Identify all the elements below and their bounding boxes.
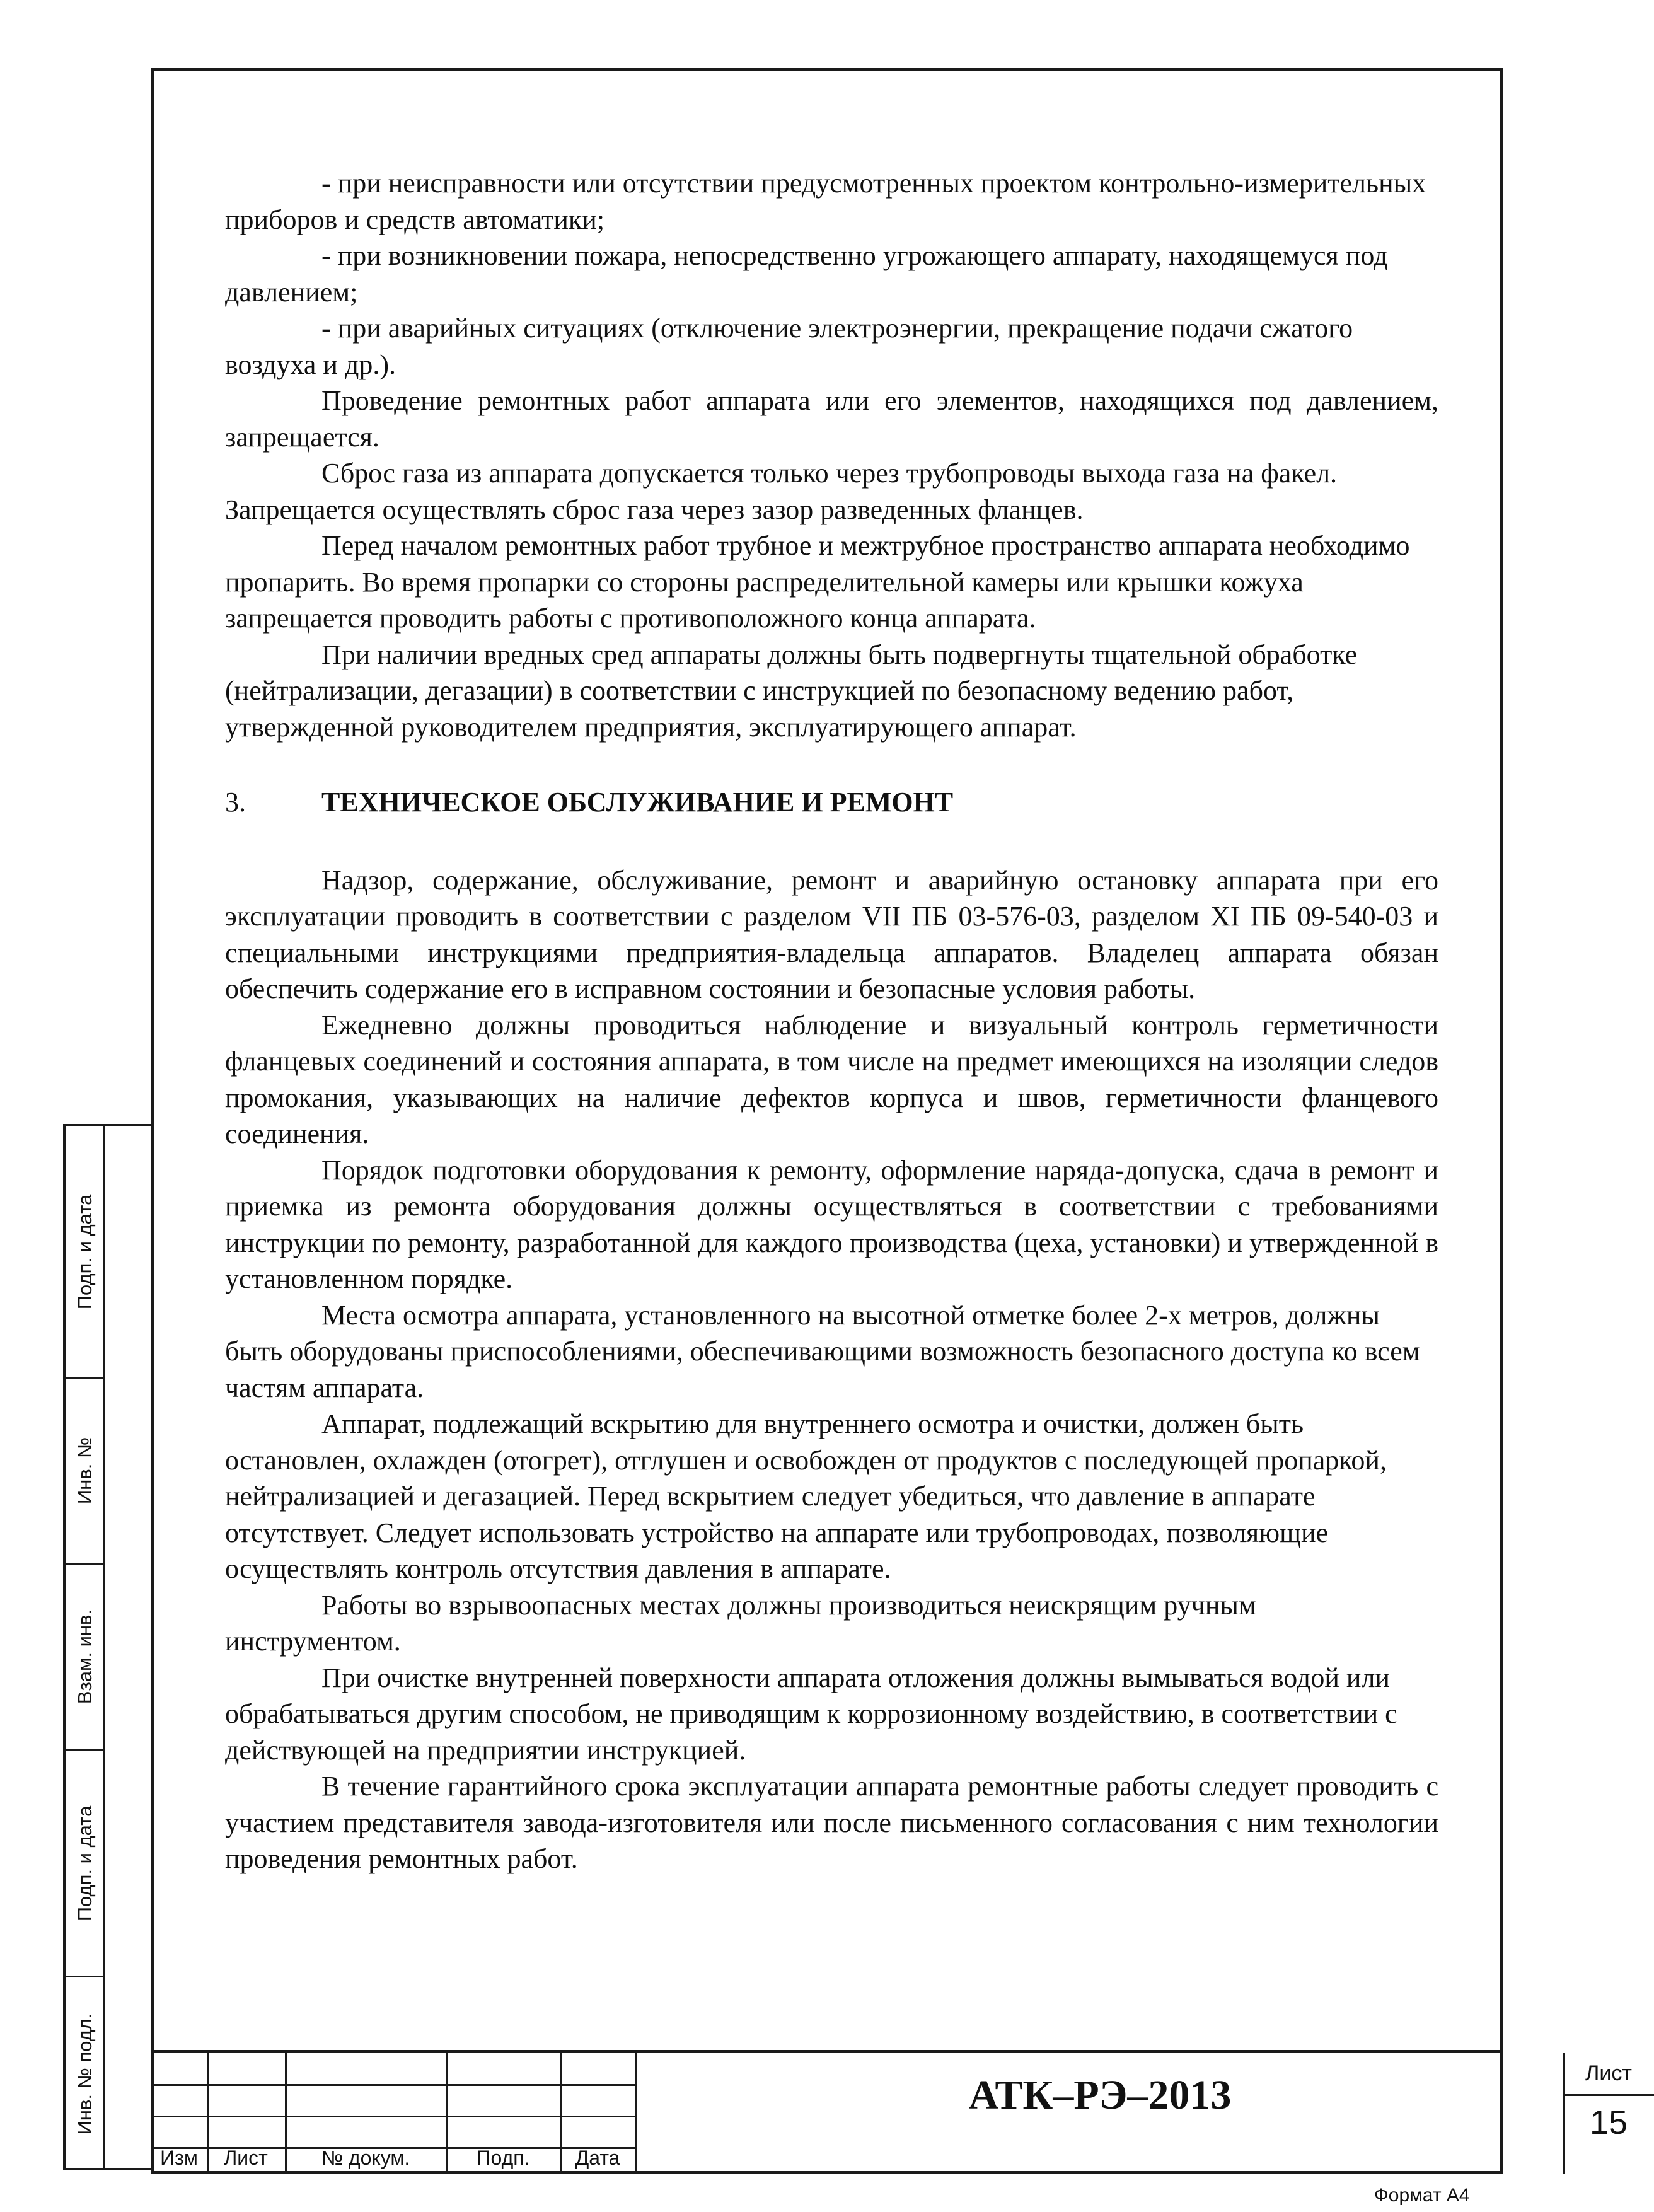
side-label: Подп. и дата: [74, 1805, 96, 1921]
sheet-number: 15: [1589, 2104, 1628, 2141]
title-block-rule: [151, 2116, 637, 2117]
sheet-rule: [1563, 2094, 1654, 2096]
paragraph: Надзор, содержание, обслуживание, ремонт и аварийную остановку аппарата при его эксплуатации проводить в соответствии с разделом VII ПБ 03-576-03, разделом XI ПБ 09-540-03 и специальными инструкциями предприятия-владельца аппаратов. Владелец аппарата обязан обеспечить содержание его в исправном состоянии и безопасные условия работы.: [225, 864, 1438, 1004]
format-label: Формат А4: [1374, 2185, 1470, 2206]
section-heading: [225, 784, 1438, 821]
side-cell-podp-data: [66, 1126, 105, 1379]
paragraph: В течение гарантийного срока эксплуатации аппарата ремонтные работы следует проводить с участием представителя завода-изготовителя или после письменного согласования с ним технологии проведения ремонтных работ.: [225, 1771, 1438, 1874]
col-izm: Изм: [160, 2146, 198, 2169]
title-block-rule: [151, 2084, 637, 2086]
side-cell-inv-no-podl: [66, 1977, 105, 2170]
side-label: Инв. №: [74, 1437, 96, 1505]
side-cell-vzam-inv: [66, 1565, 105, 1751]
paragraph: - при аварийных ситуациях (отключение электроэнергии, прекращение подачи сжатого воздуха и др.).: [225, 313, 1353, 380]
document-body: [225, 165, 1438, 1877]
side-label: Подп. и дата: [74, 1194, 96, 1309]
col-no-dokum: № докум.: [321, 2146, 410, 2169]
paragraph: Проведение ремонтных работ аппарата или его элементов, находящихся под давлением, запрещается.: [225, 385, 1438, 453]
side-stamp: [63, 1124, 151, 2170]
title-block: [151, 2050, 1632, 2174]
col-list: Лист: [224, 2146, 268, 2169]
document-code: АТК–РЭ–2013: [968, 2072, 1232, 2118]
paragraph: Места осмотра аппарата, установленного на высотной отметке более 2-х метров, должны быть оборудованы приспособлениями, обеспечивающими возможность безопасного доступа ко всем частям аппарата.: [225, 1299, 1420, 1403]
paragraph: - при возникновении пожара, непосредственно угрожающего аппарату, находящемуся под давлением;: [225, 240, 1388, 308]
paragraph: Порядок подготовки оборудования к ремонту, оформление наряда-допуска, сдача в ремонт и приемка из ремонта оборудования должны осуществляться в соответствии с требованиями инструкции по ремонту, разработанной для каждого производства (цеха, установки) и утвержденной в установленном порядке.: [225, 1154, 1438, 1294]
paragraph: Аппарат, подлежащий вскрытию для внутреннего осмотра и очистки, должен быть остановлен, охлажден (отогрет), отглушен и освобожден от продуктов с последующей пропаркой, нейтрализацией и дегазацией. Перед вскрытием следует убедиться, что давление в аппарате отсутствует. Следует использовать устройство на аппарате или трубопроводах, позволяющие осуществлять контроль отсутствия давления в аппарате.: [225, 1408, 1387, 1584]
paragraph: Ежедневно должны проводиться наблюдение и визуальный контроль герметичности фланцевых соединений и состояния аппарата, в том числе на предмет имеющихся на изоляции следов промокания, указывающих на наличие дефектов корпуса и швов, герметичности фланцевого соединения.: [225, 1009, 1438, 1149]
col-podp: Подп.: [476, 2146, 530, 2169]
side-cell-inv-no: [66, 1379, 105, 1565]
side-cell-podp-data-2: [66, 1751, 105, 1977]
paragraph: При очистке внутренней поверхности аппарата отложения должны вымываться водой или обрабатываться другим способом, не приводящим к коррозионному воздействию, в соответствии с действующей на предприятии инструкцией.: [225, 1662, 1397, 1766]
paragraph: Сброс газа из аппарата допускается только через трубопроводы выхода газа на факел. Запрещается осуществлять сброс газа через зазор разведенных фланцев.: [225, 458, 1338, 525]
paragraph: - при неисправности или отсутствии предусмотренных проектом контрольно-измерительных приборов и средств автоматики;: [225, 168, 1426, 235]
side-stamp-labels: [66, 1126, 105, 2168]
side-label: Инв. № подл.: [74, 2013, 96, 2135]
col-data: Дата: [575, 2146, 620, 2169]
paragraph: Перед началом ремонтных работ трубное и межтрубное пространство аппарата необходимо пропарить. Во время пропарки со стороны распределительной камеры или крышки кожуха запрещается проводить работы с противоположного конца аппарата.: [225, 530, 1410, 634]
side-label: Взам. инв.: [74, 1609, 96, 1705]
section-number: 3.: [225, 787, 246, 818]
sheet-label: Лист: [1585, 2061, 1632, 2085]
paragraph: При наличии вредных сред аппараты должны быть подвергнуты тщательной обработке (нейтрализации, дегазации) в соответствии с инструкцией по безопасному ведению работ, утвержденной руководителем предприятия, эксплуатирующего аппарат.: [225, 639, 1358, 743]
section-title: ТЕХНИЧЕСКОЕ ОБСЛУЖИВАНИЕ И РЕМОНТ: [321, 787, 954, 818]
paragraph: Работы во взрывоопасных местах должны производиться неискрящим ручным инструментом.: [225, 1589, 1256, 1657]
